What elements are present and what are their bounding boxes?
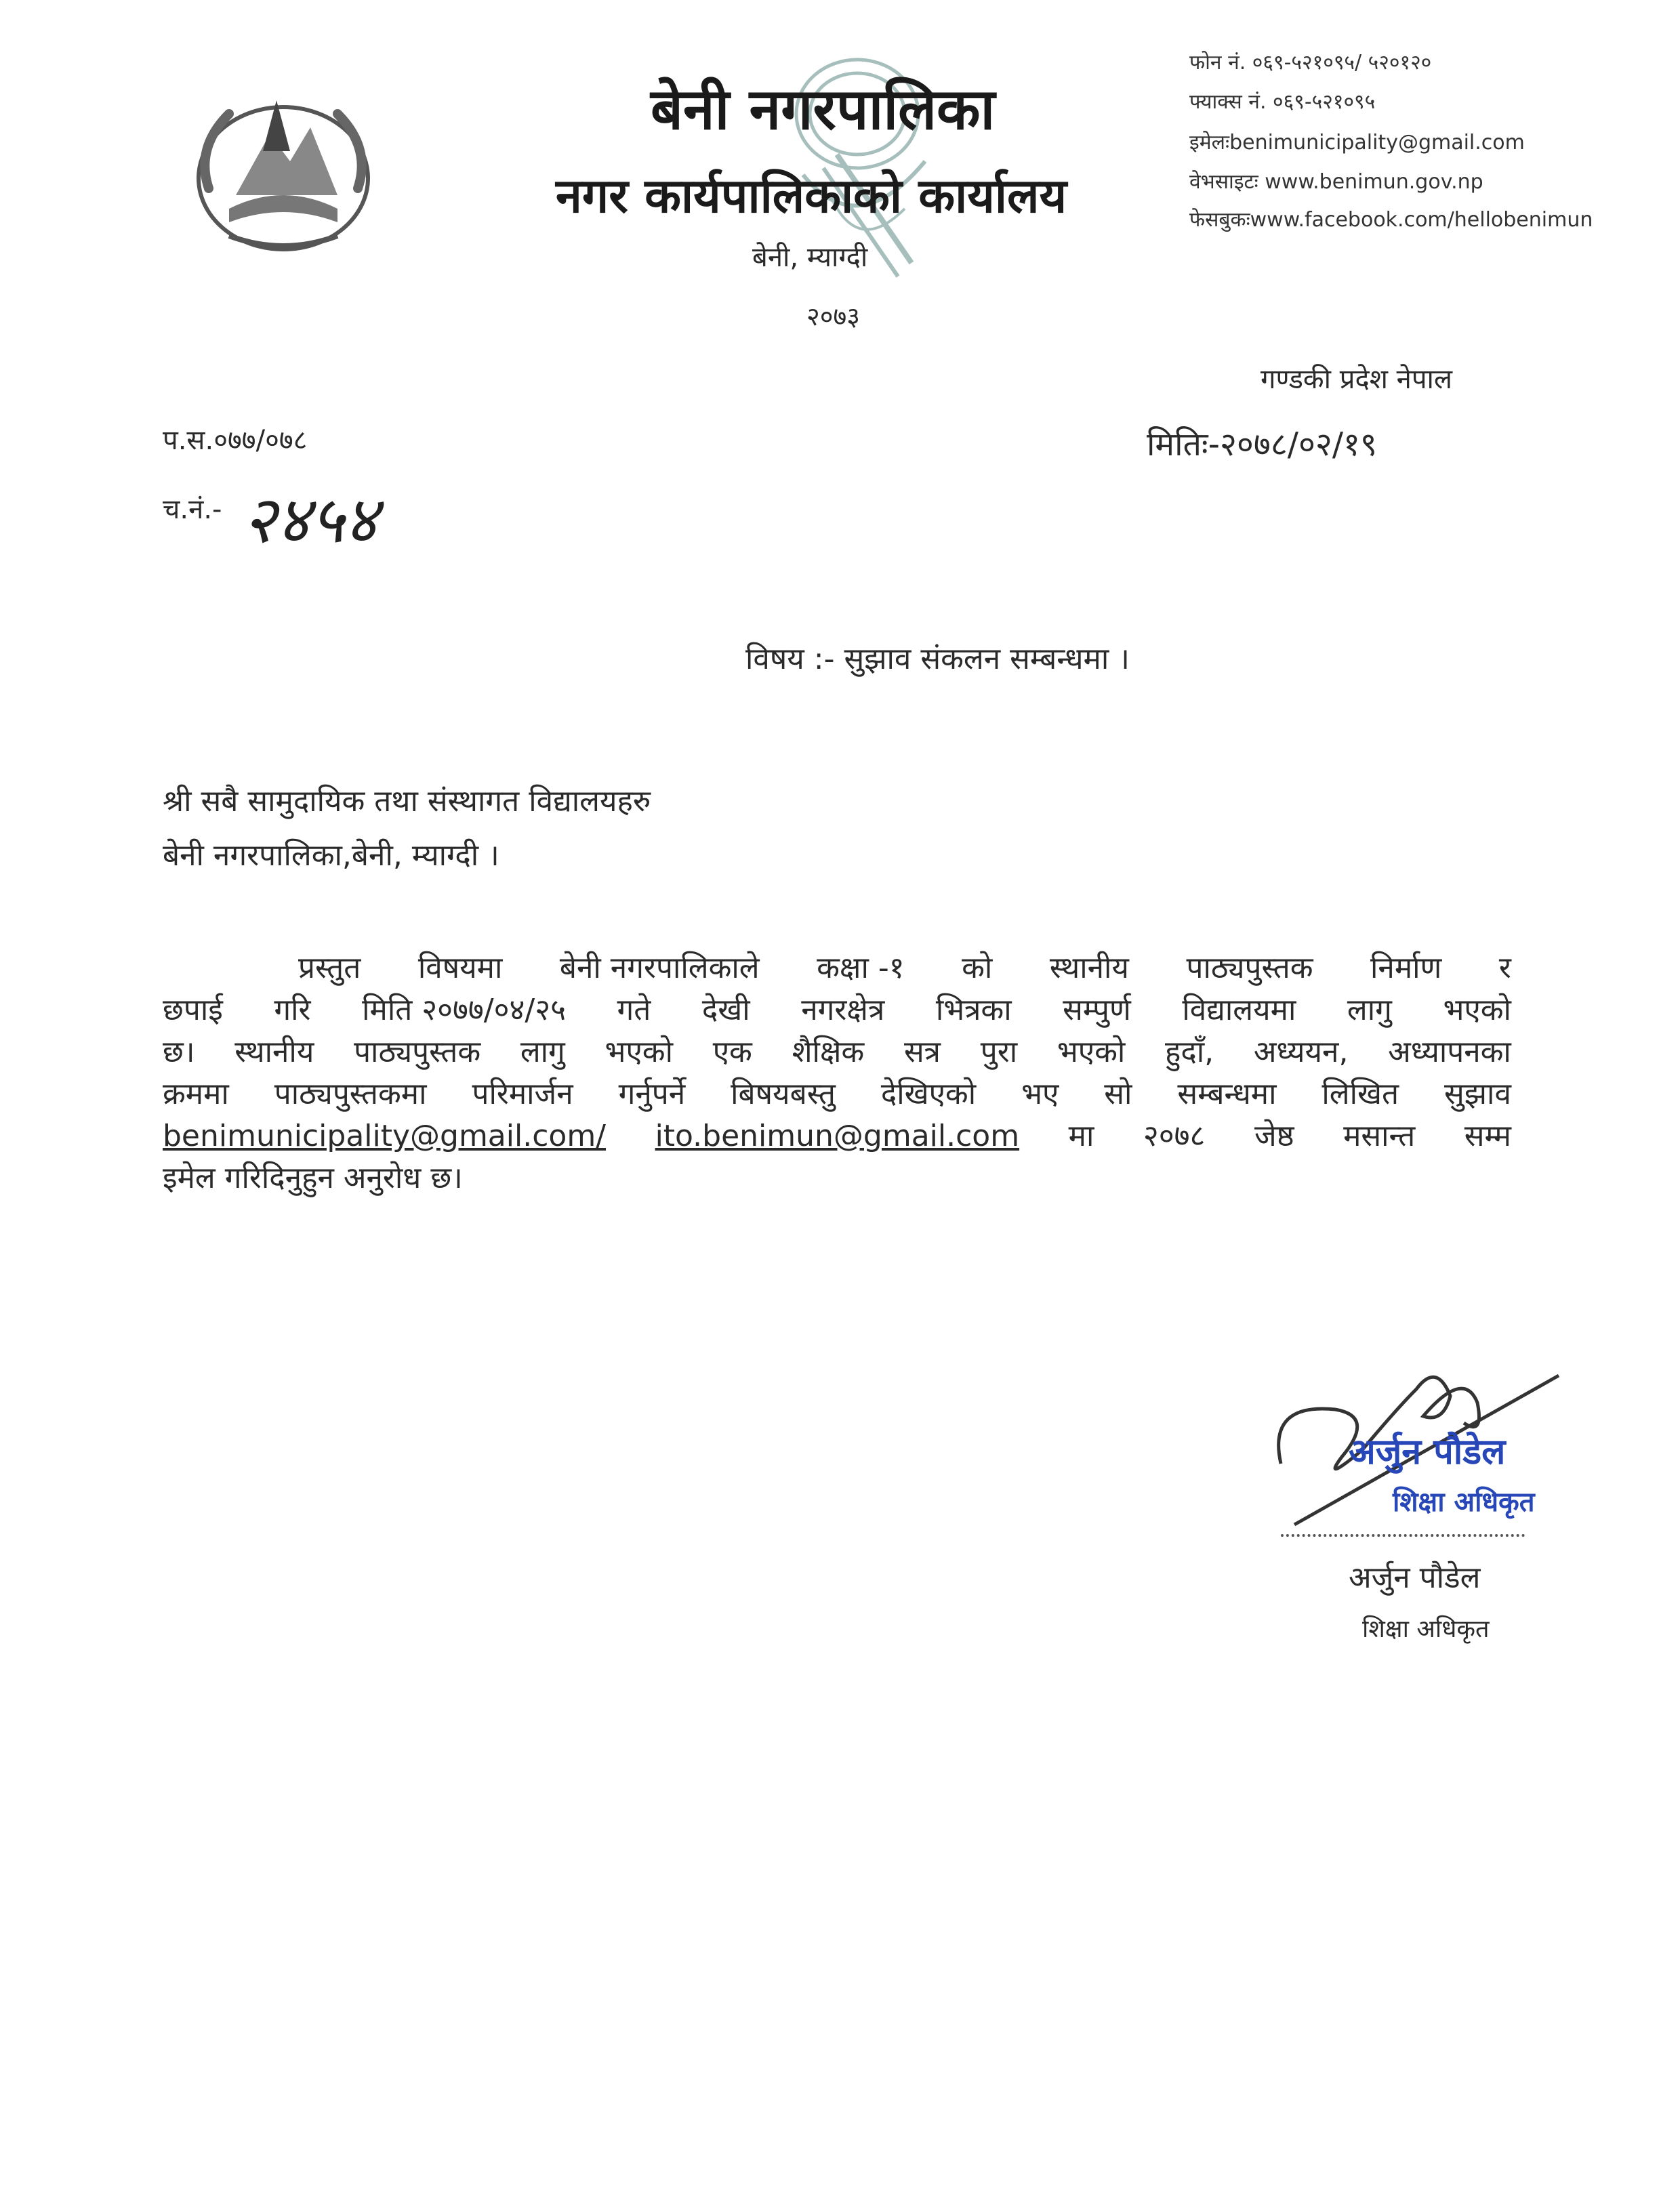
word: सम्बन्धमा [1177, 1077, 1277, 1111]
body-line-6 [163, 1157, 1511, 1199]
subject-line: विषय :- सुझाव संकलन सम्बन्धमा । [745, 642, 1130, 676]
signature-dotted-line [1281, 1534, 1525, 1537]
word: मिति २०७७/०४/२५ [362, 993, 566, 1027]
letter-date: मितिः-२०७८/०२/१९ [1147, 426, 1377, 463]
word: जेष्ठ [1254, 1119, 1294, 1153]
word: भएको [1057, 1035, 1126, 1069]
office-location: बेनी, म्याग्दी [752, 242, 868, 273]
email-link-1[interactable]: benimunicipality@gmail.com/ [163, 1119, 607, 1153]
word: क्रममा [163, 1077, 229, 1111]
word: निर्माण [1370, 951, 1442, 985]
word: लागु [1347, 993, 1392, 1027]
established-year: २०७३ [806, 302, 861, 331]
word: अध्ययन, [1253, 1035, 1349, 1069]
nepal-emblem-icon [182, 87, 385, 256]
org-name: बेनी नगरपालिका [651, 76, 996, 142]
word: हुदाँ, [1164, 1035, 1214, 1069]
body-line-1 [163, 947, 1511, 989]
word: र [1498, 951, 1511, 985]
word: भए [1021, 1077, 1059, 1111]
word: सुझाव [1444, 1077, 1511, 1111]
word: गर्नुपर्ने [618, 1077, 686, 1111]
word: देखी [701, 993, 750, 1027]
province: गण्डकी प्रदेश नेपाल [1261, 364, 1453, 395]
patra-sankhya: प.स.०७७/०७८ [163, 425, 308, 456]
contact-phone: फोन नं. ०६९-५२१०९५/ ५२०१२० [1189, 51, 1432, 75]
stamp-title: शिक्षा अधिकृत [1393, 1487, 1535, 1518]
word: सो [1104, 1077, 1132, 1111]
addressee-line-2: बेनी नगरपालिका,बेनी, म्याग्दी । [163, 838, 499, 873]
word: लिखित [1322, 1077, 1399, 1111]
word: सत्र [903, 1035, 941, 1069]
word: स्थानीय [234, 1035, 314, 1069]
office-name: नगर कार्यपालिकाको कार्यालय [556, 168, 1067, 224]
word: भित्रका [935, 993, 1012, 1027]
word: पाठ्यपुस्तकमा [274, 1077, 427, 1111]
word: परिमार्जन [472, 1077, 573, 1111]
word: विषयमा [417, 951, 503, 985]
word: सम्पुर्ण [1063, 993, 1131, 1027]
word: एक [712, 1035, 752, 1069]
word: पाठ्यपुस्तक [354, 1035, 481, 1069]
word: भएको [1443, 993, 1511, 1027]
word: इमेल गरिदिनुहुन अनुरोध छ। [163, 1161, 463, 1195]
word: २०७८ [1143, 1119, 1206, 1153]
body-paragraph [163, 947, 1511, 1199]
word: सम्म [1464, 1119, 1511, 1153]
word: गते [617, 993, 651, 1027]
body-line-3 [163, 1031, 1511, 1073]
addressee-line-1: श्री सबै सामुदायिक तथा संस्थागत विद्यालयहरु [163, 784, 651, 819]
word: बेनी नगरपालिकाले [559, 951, 760, 985]
email-link-2[interactable]: ito.benimun@gmail.com [655, 1119, 1020, 1153]
word: बिषयबस्तु [731, 1077, 836, 1111]
word: स्थानीय [1049, 951, 1129, 985]
signature-with-stamp [1261, 1348, 1572, 1545]
word: गरि [274, 993, 311, 1027]
word: मा [1068, 1119, 1094, 1153]
contact-facebook: फेसबुकःwww.facebook.com/hellobenimun [1189, 208, 1593, 232]
signatory-title: शिक्षा अधिकृत [1362, 1615, 1490, 1643]
chalani-number: २४५४ [243, 482, 378, 558]
word: प्रस्तुत [298, 951, 361, 985]
word: छपाई [163, 993, 223, 1027]
word: अध्यापनका [1388, 1035, 1511, 1069]
word: मसान्त [1343, 1119, 1416, 1153]
word: पाठ्यपुस्तक [1186, 951, 1313, 985]
stamp-name: अर्जुन पौडेल [1349, 1432, 1506, 1472]
signatory-name: अर्जुन पौडेल [1349, 1561, 1481, 1595]
word: शैक्षिक [792, 1035, 865, 1069]
word: पुरा [980, 1035, 1018, 1069]
contact-email: इमेलःbenimunicipality@gmail.com [1189, 131, 1525, 154]
word: लागु [520, 1035, 565, 1069]
word: कक्षा -१ [817, 951, 905, 985]
chalani-label: च.नं.- [163, 494, 222, 525]
body-line-2 [163, 989, 1511, 1031]
body-line-4 [163, 1073, 1511, 1115]
word: देखिएको [880, 1077, 977, 1111]
contact-fax: फ्याक्स नं. ०६९-५२१०९५ [1189, 90, 1376, 114]
contact-website: वेभसाइटः www.benimun.gov.np [1189, 170, 1483, 194]
word: नगरक्षेत्र [801, 993, 885, 1027]
word: छ। [163, 1035, 195, 1069]
word: विद्यालयमा [1182, 993, 1296, 1027]
word: भएको [605, 1035, 673, 1069]
body-line-5 [163, 1115, 1511, 1157]
word: को [962, 951, 993, 985]
